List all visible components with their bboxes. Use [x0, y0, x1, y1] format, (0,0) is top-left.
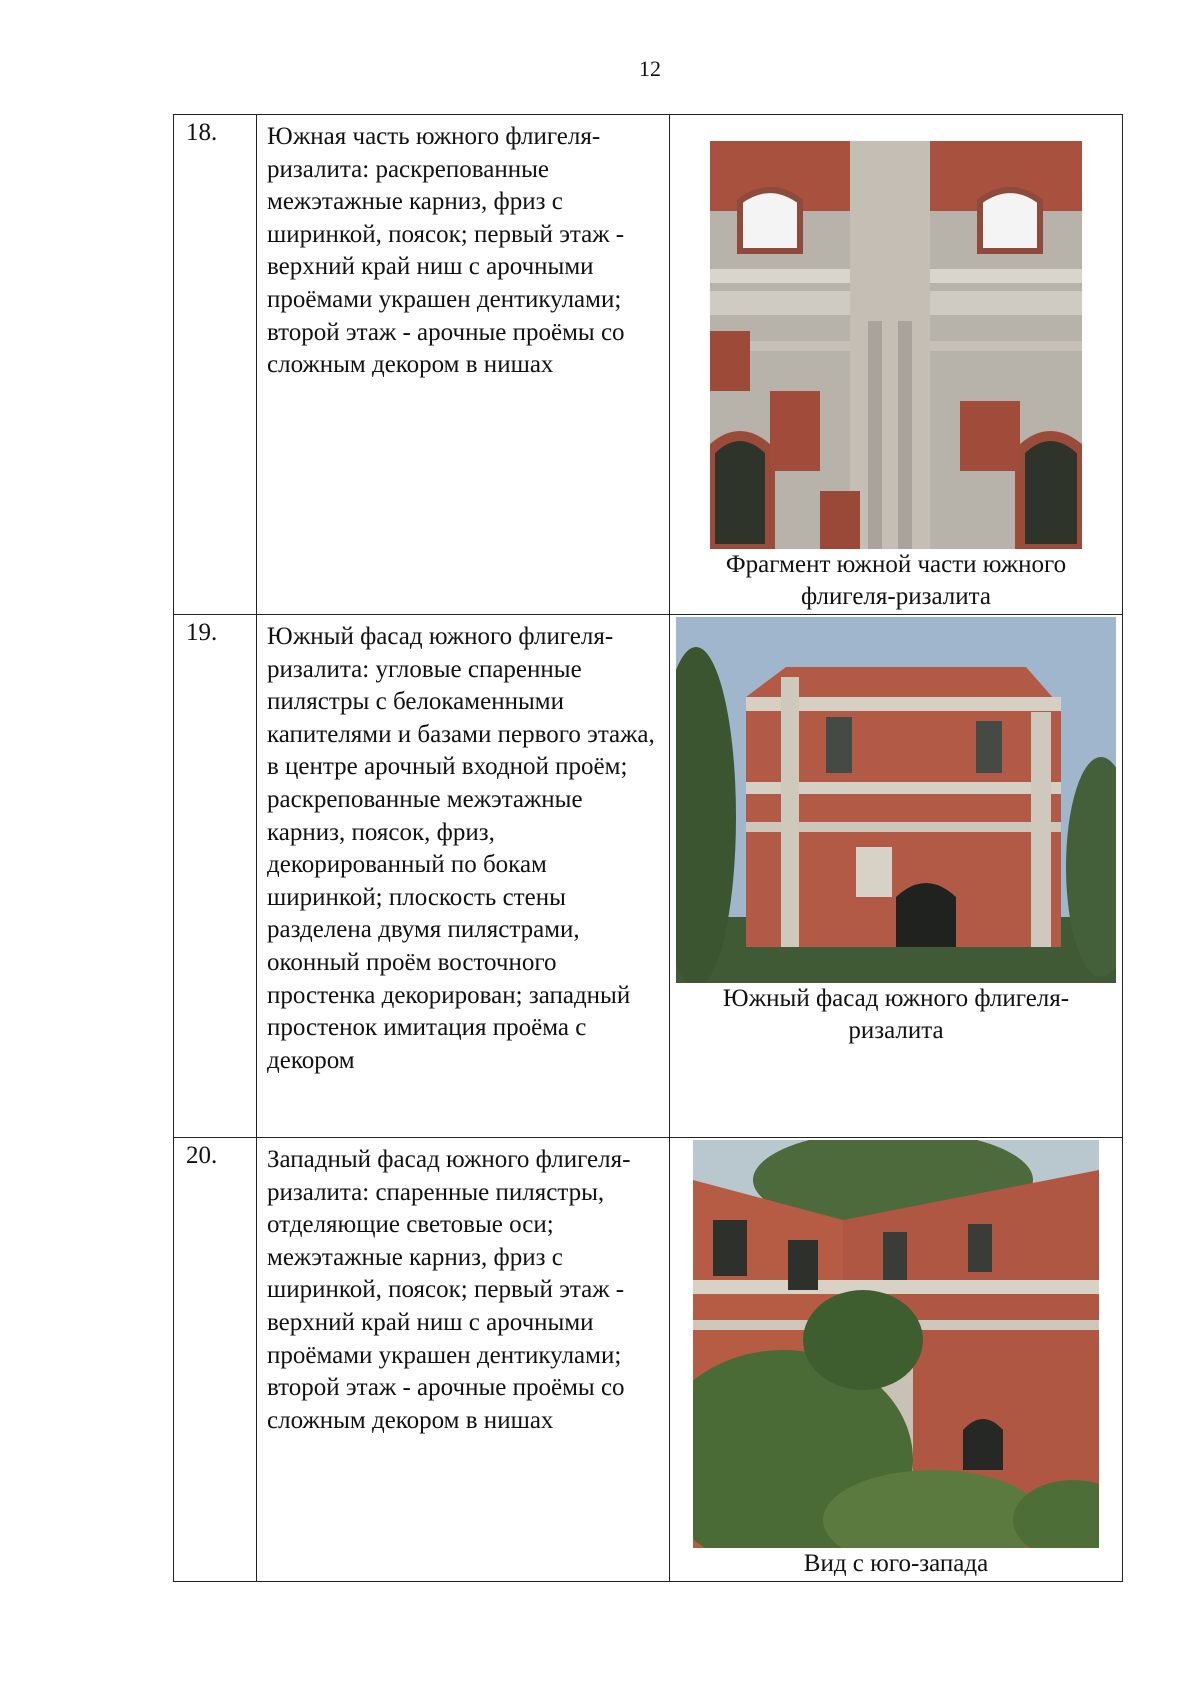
photo-caption: Фрагмент южной части южного флигеля-ризалита: [725, 551, 1067, 610]
southwest-view-photo: [693, 1140, 1099, 1548]
row-number: 20.: [174, 1138, 257, 1582]
row-description: Южный фасад южного флигеля-ризалита: угловые спаренные пилястры с белокаменными капителями и базами первого этажа, в центре арочный входной проём; раскрепованные межэтажные карниз, поясок, фриз, декорированный по бокам ширинкой; плоскость стены разделена двумя пилястрами, оконный проём восточного простенка декорирован; западный простенок имитация проёма с декором: [257, 615, 670, 1138]
photo-caption: Вид с юго-запада: [803, 1550, 989, 1577]
photo-cell: [670, 115, 1123, 615]
page-number: 12: [639, 56, 661, 81]
row-number: 18.: [174, 115, 257, 615]
row-description: Западный фасад южного флигеля-ризалита: спаренные пилястры, отделяющие световые оси; межэтажные карниз, фриз с ширинкой, поясок; первый этаж - верхний край ниш с арочными проёмами украшен дентикулами; второй этаж - арочные проёмы со сложным декором в нишах: [257, 1138, 670, 1582]
photo-caption: Южный фасад южного флигеля-ризалита: [722, 985, 1070, 1044]
photo-cell: [670, 615, 1123, 1138]
monument-table: [173, 114, 1123, 1582]
facade-fragment-photo: [710, 141, 1082, 549]
table-row: [174, 615, 1123, 1138]
row-description: Южная часть южного флигеля-ризалита: раскрепованные межэтажные карниз, фриз с ширинкой, поясок; первый этаж - верхний край ниш с арочными проёмами украшен дентикулами; второй этаж - арочные проёмы со сложным декором в нишах: [257, 115, 670, 615]
table-row: [174, 1138, 1123, 1582]
south-facade-photo: [676, 617, 1116, 983]
table-row: [174, 115, 1123, 615]
photo-cell: [670, 1138, 1123, 1582]
row-number: 19.: [174, 615, 257, 1138]
